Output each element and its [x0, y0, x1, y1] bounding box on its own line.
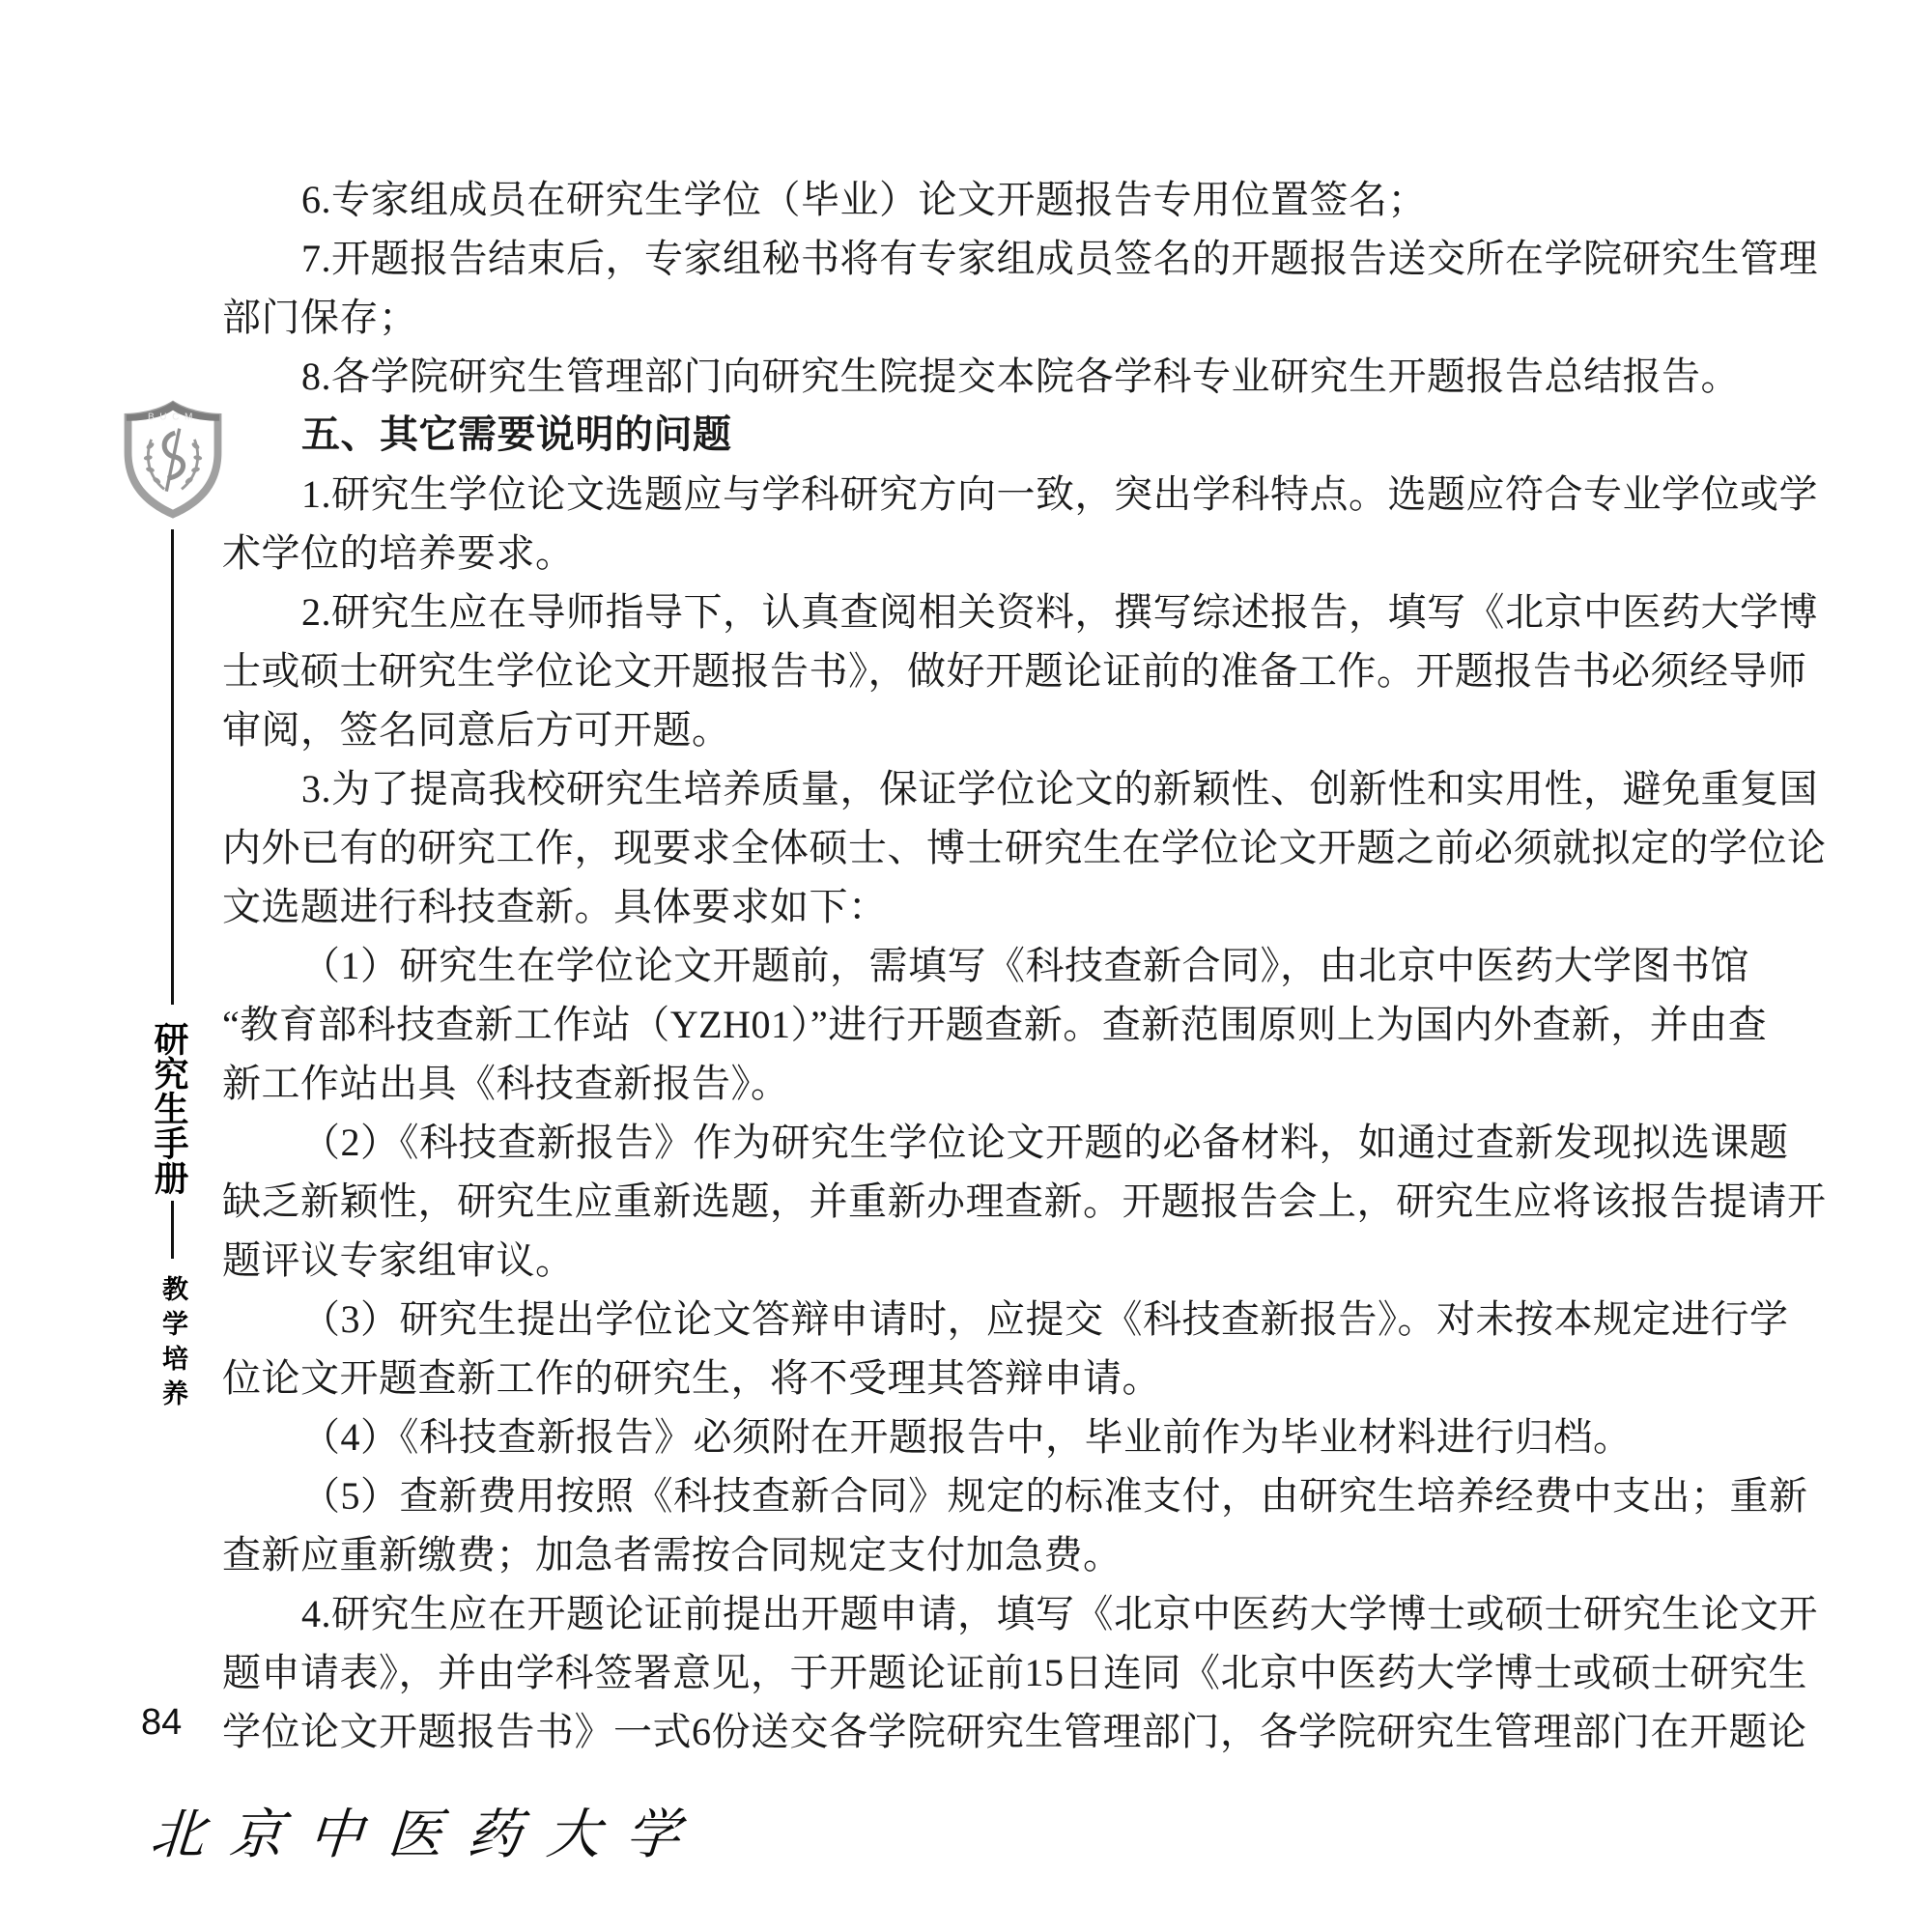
- text-line: 部门保存；: [222, 296, 418, 339]
- sidebar-rule-top: [171, 529, 174, 1005]
- text-line: 新工作站出具《科技查新报告》。: [222, 1062, 790, 1105]
- text-line: 4.研究生应在开题论证前提出开题申请，填写《北京中医药大学博士或硕士研究生论文开: [301, 1592, 1818, 1635]
- text-line: （1）研究生在学位论文开题前，需填写《科技查新合同》，由北京中医药大学图书馆: [301, 944, 1749, 987]
- text-line: （4）《科技查新报告》必须附在开题报告中，毕业前作为毕业材料进行归档。: [301, 1415, 1633, 1459]
- text-line: “教育部科技查新工作站（YZH01）”进行开题查新。查新范围原则上为国内外查新，并由查: [222, 1003, 1768, 1046]
- text-line: 内外已有的研究工作，现要求全体硕士、博士研究生在学位论文开题之前必须就拟定的学位论: [222, 826, 1827, 869]
- text-line: 查新应重新缴费；加急者需按合同规定支付加急费。: [222, 1533, 1122, 1577]
- text-line: 3.为了提高我校研究生培养质量，保证学位论文的新颖性、创新性和实用性，避免重复国: [301, 767, 1818, 810]
- handbook-title-vertical: 研究生手册: [150, 1021, 189, 1195]
- bucm-logo: [119, 398, 227, 520]
- text-line: 文选题进行科技查新。具体要求如下：: [222, 885, 888, 928]
- text-line: 士或硕士研究生学位论文开题报告书》，做好开题论证前的准备工作。开题报告书必须经导师: [222, 649, 1807, 693]
- text-line: （2）《科技查新报告》作为研究生学位论文开题的必备材料，如通过查新发现拟选课题: [301, 1121, 1789, 1164]
- page-number: 84: [141, 1702, 183, 1743]
- text-line: 1.研究生学位论文选题应与学科研究方向一致，突出学科特点。选题应符合专业学位或学: [301, 472, 1818, 516]
- text-line: 7.开题报告结束后，专家组秘书将有专家组成员签名的开题报告送交所在学院研究生管理: [301, 237, 1818, 280]
- text-line: 题评议专家组审议。: [222, 1238, 575, 1282]
- section-label-vertical: 教学培养: [158, 1275, 187, 1414]
- text-line: 8.各学院研究生管理部门向研究生院提交本院各学科专业研究生开题报告总结报告。: [301, 355, 1740, 398]
- bucm-shield-icon: [119, 398, 227, 520]
- sidebar-rule-bottom: [171, 1201, 174, 1259]
- logo-acronym: BUCM: [147, 412, 199, 423]
- text-line: 缺乏新颖性，研究生应重新选题，并重新办理查新。开题报告会上，研究生应将该报告提请开: [222, 1179, 1827, 1223]
- text-line: 题申请表》，并由学科签署意见，于开题论证前15日连同《北京中医药大学博士或硕士研究生: [222, 1651, 1807, 1694]
- text-line: 位论文开题查新工作的研究生，将不受理其答辩申请。: [222, 1356, 1161, 1400]
- text-line: 2.研究生应在导师指导下，认真查阅相关资料，撰写综述报告，填写《北京中医药大学博: [301, 590, 1818, 634]
- text-line: 6.专家组成员在研究生学位（毕业）论文开题报告专用位置签名；: [301, 178, 1427, 221]
- text-line: 审阅，签名同意后方可开题。: [222, 708, 731, 752]
- text-line: 术学位的培养要求。: [222, 531, 575, 575]
- text-line: 学位论文开题报告书》一式6份送交各学院研究生管理部门，各学院研究生管理部门在开题论: [222, 1710, 1807, 1753]
- section-heading-line: 五、其它需要说明的问题: [301, 413, 732, 456]
- text-line: （3）研究生提出学位论文答辩申请时，应提交《科技查新报告》。对未按本规定进行学: [301, 1297, 1789, 1341]
- text-line: （5）查新费用按照《科技查新合同》规定的标准支付，由研究生培养经费中支出；重新: [301, 1474, 1808, 1518]
- document-lines: [222, 170, 1845, 1761]
- footer-university-name: 北京中医药大学: [148, 1805, 707, 1865]
